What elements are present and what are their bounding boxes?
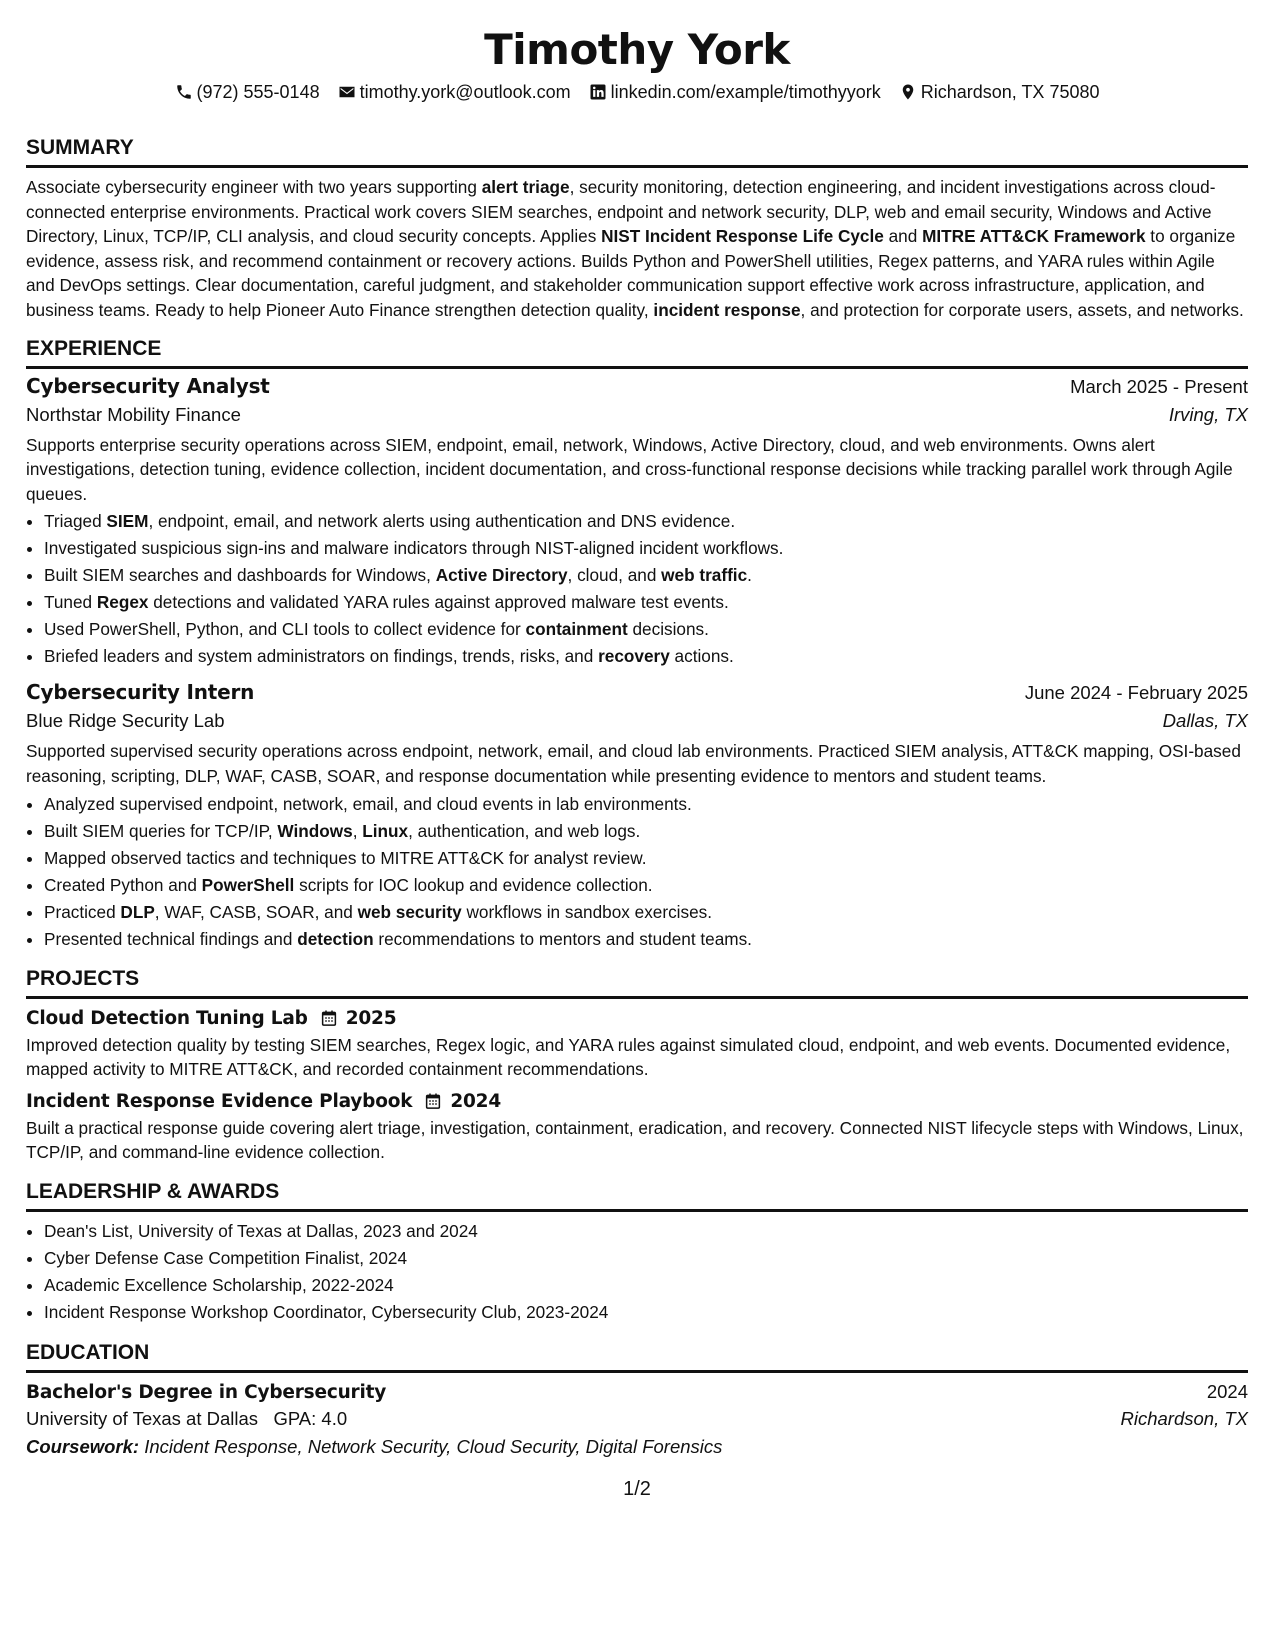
job-location: Irving, TX: [1168, 403, 1248, 425]
coursework-line: [26, 1436, 1248, 1458]
project-year: 2024: [450, 1090, 502, 1112]
leadership-list: [26, 1218, 1248, 1326]
job-title: Cybersecurity Intern: [26, 680, 255, 705]
summary-section: [26, 135, 1248, 323]
section-divider: [26, 165, 1248, 168]
bullet-item: • Built SIEM searches and dashboards for Windows, Active Directory, cloud, and web traffic.: [44, 562, 1248, 589]
bullet-item: • Analyzed supervised endpoint, network, email, and cloud events in lab environments.: [44, 791, 1248, 818]
company-name: Northstar Mobility Finance: [26, 403, 241, 425]
school-and-gpa: University of Texas at Dallas GPA: 4.0: [26, 1407, 348, 1429]
award-item: • Cyber Defense Case Competition Finalist, 2024: [44, 1245, 1248, 1272]
calendar-icon: [424, 1092, 442, 1110]
bullet-item: • Mapped observed tactics and techniques to MITRE ATT&CK for analyst review.: [44, 845, 1248, 872]
section-divider: [26, 996, 1248, 999]
page-number: 1/2: [623, 1478, 651, 1500]
bullet-item: • Practiced DLP, WAF, CASB, SOAR, and web security workflows in sandbox exercises.: [44, 899, 1248, 926]
section-title-projects: PROJECTS: [26, 966, 140, 990]
projects-section: [26, 966, 1248, 1165]
section-title-experience: EXPERIENCE: [26, 336, 162, 360]
section-divider: [26, 1209, 1248, 1212]
summary-text: Associate cybersecurity engineer with two years supporting alert triage, security monitoring, detection engineering, and incident investigations across cloud-connected enterprise environments. Practical work covers SIEM searches, endpoint and network security, DLP, web and email security, Windows and Active Directory, Linux, TCP/IP, CLI analysis, and cloud security concepts. Applies NIST Incident Response Life Cycle and MITRE ATT&CK Framework to organize evidence, assess risk, and recommend containment or recovery actions. Builds Python and PowerShell utilities, Regex patterns, and YARA rules within Agile and DevOps settings. Clear documentation, careful judgment, and stakeholder communication support effective work across infrastructure, application, and business teams. Ready to help Pioneer Auto Finance strengthen detection quality, incident response, and protection for corporate users, assets, and networks.: [26, 177, 1244, 320]
contact-location: [899, 82, 1100, 103]
project-entry: [26, 1008, 1248, 1082]
bullet-item: • Built SIEM queries for TCP/IP, Windows, Linux, authentication, and web logs.: [44, 818, 1248, 845]
company-name: Blue Ridge Security Lab: [26, 710, 225, 732]
section-divider: [26, 1370, 1248, 1373]
envelope-icon: [338, 83, 356, 101]
school-location: Richardson, TX: [1120, 1407, 1248, 1429]
project-description: Built a practical response guide covering alert triage, investigation, containment, eradication, and recovery. Connected NIST lifecycle steps with Windows, Linux, TCP/IP, and command-line evidence collection.: [26, 1117, 1244, 1163]
experience-section: [26, 336, 1248, 953]
bullet-item: • Used PowerShell, Python, and CLI tools to collect evidence for containment decisions.: [44, 616, 1248, 643]
section-title-summary: SUMMARY: [26, 136, 134, 159]
phone-text: (972) 555-0148: [196, 81, 320, 102]
job-location: Dallas, TX: [1162, 710, 1248, 732]
project-year: 2025: [345, 1007, 397, 1029]
graduation-year: 2024: [1206, 1380, 1248, 1402]
section-title-leadership: LEADERSHIP & AWARDS: [26, 1179, 280, 1203]
leadership-section: [26, 1179, 1248, 1326]
candidate-name: Timothy York: [484, 25, 790, 74]
calendar-icon: [320, 1009, 338, 1027]
award-item: • Dean's List, University of Texas at Dallas, 2023 and 2024: [44, 1218, 1248, 1245]
bullet-item: • Tuned Regex detections and validated YARA rules against approved malware test events.: [44, 589, 1248, 616]
job-entry: [26, 374, 1248, 671]
project-name: Cloud Detection Tuning Lab: [26, 1007, 308, 1029]
coursework-list: Incident Response, Network Security, Cloud Security, Digital Forensics: [139, 1435, 723, 1457]
email-text: timothy.york@outlook.com: [359, 81, 571, 102]
bullet-item: • Presented technical findings and detection recommendations to mentors and student teams.: [44, 926, 1248, 953]
job-entry: [26, 680, 1248, 952]
job-title: Cybersecurity Analyst: [26, 373, 270, 398]
project-entry: [26, 1091, 1248, 1165]
section-title-education: EDUCATION: [26, 1340, 150, 1364]
award-item: • Academic Excellence Scholarship, 2022-2024: [44, 1272, 1248, 1299]
job-bullets: [26, 791, 1248, 953]
award-item: • Incident Response Workshop Coordinator, Cybersecurity Club, 2023-2024: [44, 1299, 1248, 1326]
project-description: Improved detection quality by testing SIEM searches, Regex logic, and YARA rules against simulated cloud, endpoint, and web events. Documented evidence, mapped activity to MITRE ATT&CK, and recorded containment recommendations.: [26, 1034, 1231, 1080]
linkedin-icon: [589, 83, 607, 101]
education-section: [26, 1340, 1248, 1458]
degree-name: Bachelor's Degree in Cybersecurity: [26, 1381, 387, 1403]
section-divider: [26, 366, 1248, 369]
contact-phone: [175, 82, 320, 103]
bullet-item: • Created Python and PowerShell scripts for IOC lookup and evidence collection.: [44, 872, 1248, 899]
location-text: Richardson, TX 75080: [920, 81, 1100, 102]
bullet-item: • Investigated suspicious sign-ins and malware indicators through NIST-aligned incident workflows.: [44, 535, 1248, 562]
job-dates: June 2024 - February 2025: [1024, 682, 1248, 704]
coursework-label: Coursework:: [26, 1435, 140, 1457]
contact-linkedin[interactable]: [589, 82, 881, 103]
map-pin-icon: [899, 83, 917, 101]
job-description: Supports enterprise security operations across SIEM, endpoint, email, network, Windows, Active Directory, cloud, and web environments. Owns alert investigations, detection tuning, evidence collection, incident documentation, and cross-functional response decisions while tracking parallel work through Agile queues.: [26, 434, 1233, 504]
job-description: Supported supervised security operations across endpoint, network, email, and cloud lab environments. Practiced SIEM analysis, ATT&CK mapping, OSI-based reasoning, scripting, DLP, WAF, CASB, SOAR, and response documentation while presenting evidence to mentors and student teams.: [26, 741, 1241, 786]
job-dates: March 2025 - Present: [1070, 375, 1248, 397]
contact-line: [26, 80, 1248, 104]
contact-email[interactable]: [338, 82, 571, 103]
project-name: Incident Response Evidence Playbook: [26, 1090, 413, 1112]
linkedin-text: linkedin.com/example/timothyyork: [610, 81, 881, 102]
resume-page: [26, 0, 1248, 1650]
phone-icon: [175, 83, 193, 101]
bullet-item: • Briefed leaders and system administrators on findings, trends, risks, and recovery actions.: [44, 643, 1248, 670]
bullet-item: • Triaged SIEM, endpoint, email, and network alerts using authentication and DNS evidence.: [44, 508, 1248, 535]
job-bullets: [26, 508, 1248, 670]
